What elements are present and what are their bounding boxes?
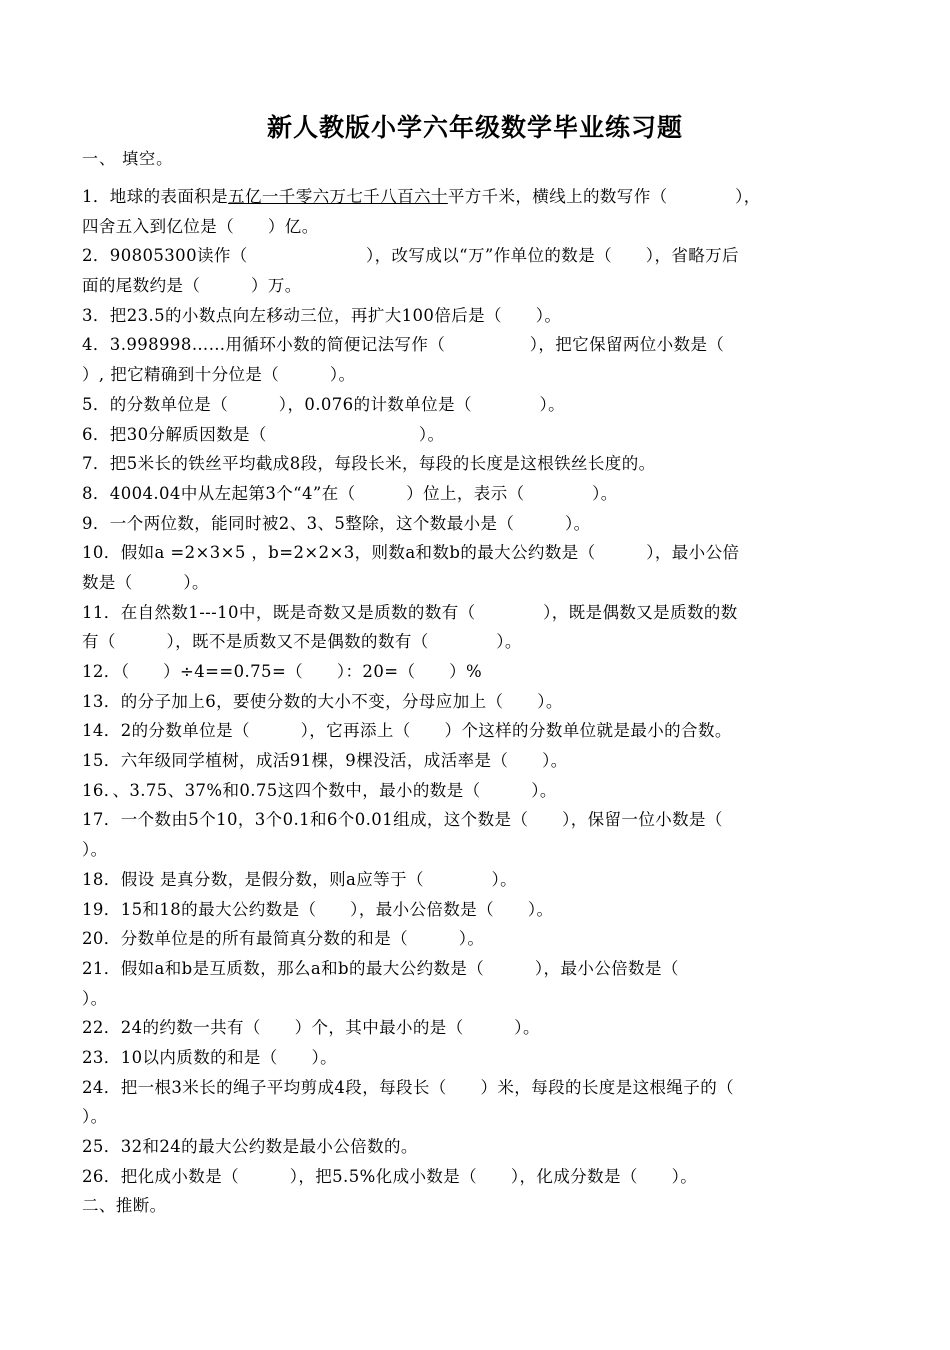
question-line: 7．把5米长的铁丝平均截成8段，每段长米，每段的长度是这根铁丝长度的。 bbox=[82, 454, 656, 474]
question-line: 21．假如a和b是互质数，那么a和b的最大公约数是（ ），最小公倍数是（ bbox=[82, 958, 679, 978]
question-line: 12．（ ）÷4==0.75=（ ）：20=（ ）% bbox=[82, 662, 483, 681]
underlined-number-words: 五亿一千零六万七千八百六十 bbox=[228, 187, 448, 206]
question-line: 19．15和18的最大公约数是（ ），最小公倍数是（ ）。 bbox=[82, 899, 554, 919]
question-line: 面的尾数约是（ ）万。 bbox=[82, 276, 302, 296]
question-line: 5．的分数单位是（ ），0.076的计数单位是（ ）。 bbox=[82, 394, 566, 414]
question-line: 15．六年级同学植树，成活91棵，9棵没活，成活率是（ ）。 bbox=[82, 751, 568, 771]
question-line: 8．4004.04中从左起第3个“4”在（ ）位上，表示（ ）。 bbox=[82, 483, 618, 503]
question-line: 26．把化成小数是（ ），把5.5%化成小数是（ ），化成分数是（ ）。 bbox=[82, 1166, 698, 1186]
question-list bbox=[82, 182, 882, 1221]
question-text: 1．地球的表面积是 bbox=[82, 187, 229, 206]
question-line: ）, 把它精确到十分位是（ ）。 bbox=[82, 365, 356, 385]
question-line: 9．一个两位数，能同时被2、3、5整除，这个数最小是（ ）。 bbox=[82, 513, 591, 533]
question-line: 25．32和24的最大公约数是最小公倍数的。 bbox=[82, 1137, 418, 1156]
question-line: 22．24的约数一共有（ ）个，其中最小的是（ ）。 bbox=[82, 1018, 540, 1038]
question-line: ）。 bbox=[82, 1107, 108, 1127]
question-line: ）。 bbox=[82, 840, 108, 860]
section-heading-judgement: 二、推断。 bbox=[82, 1196, 167, 1216]
question-line: 20．分数单位是的所有最简真分数的和是（ ）。 bbox=[82, 929, 485, 949]
question-line: 24．把一根3米长的绳子平均剪成4段，每段长（ ）米，每段的长度是这根绳子的（ bbox=[82, 1077, 734, 1097]
page-title: 新人教版小学六年级数学毕业练习题 bbox=[266, 113, 683, 142]
question-line: 2．90805300读作（ ），改写成以“万”作单位的数是（ ），省略万后 bbox=[82, 246, 739, 266]
question-line: 有（ ），既不是质数又不是偶数的数有（ ）。 bbox=[82, 632, 522, 652]
question-line: ）。 bbox=[82, 988, 108, 1008]
question-1-line-2: 四舍五入到亿位是（ ）亿。 bbox=[82, 216, 319, 236]
question-line: 数是（ ）。 bbox=[82, 572, 209, 592]
question-line: 10．假如a =2×3×5 ，b=2×2×3，则数a和数b的最大公约数是（ ），最小公倍 bbox=[82, 543, 740, 563]
question-text: 平方千米，横线上的数写作（ ）， bbox=[447, 187, 761, 206]
question-line: 6．把30分解质因数是（ ）。 bbox=[82, 424, 445, 444]
question-line: 23．10以内质数的和是（ ）。 bbox=[82, 1047, 338, 1067]
question-line: 13．的分子加上6，要使分数的大小不变，分母应加上（ ）。 bbox=[82, 691, 563, 711]
question-line: 4．3.998998……用循环小数的简便记法写作（ ），把它保留两位小数是（ bbox=[82, 335, 725, 355]
question-line: 11．在自然数1---10中，既是奇数又是质数的数有（ ），既是偶数又是质数的数 bbox=[82, 602, 738, 622]
question-line: 3．把23.5的小数点向左移动三位，再扩大100倍后是（ ）。 bbox=[82, 305, 562, 325]
section-heading-fill-blank: 一、 填空。 bbox=[82, 149, 174, 168]
question-line: 14．2的分数单位是（ ），它再添上（ ）个这样的分数单位就是最小的合数。 bbox=[82, 721, 732, 741]
question-1-line-1 bbox=[82, 182, 882, 212]
question-line: 17．一个数由5个10，3个0.1和6个0.01组成，这个数是（ ），保留一位小数是（ bbox=[82, 810, 723, 830]
question-line: 16．、3.75、37%和0.75这四个数中，最小的数是（ ）。 bbox=[82, 780, 557, 800]
question-line: 18．假设 是真分数，是假分数，则a应等于（ ）。 bbox=[82, 869, 518, 889]
